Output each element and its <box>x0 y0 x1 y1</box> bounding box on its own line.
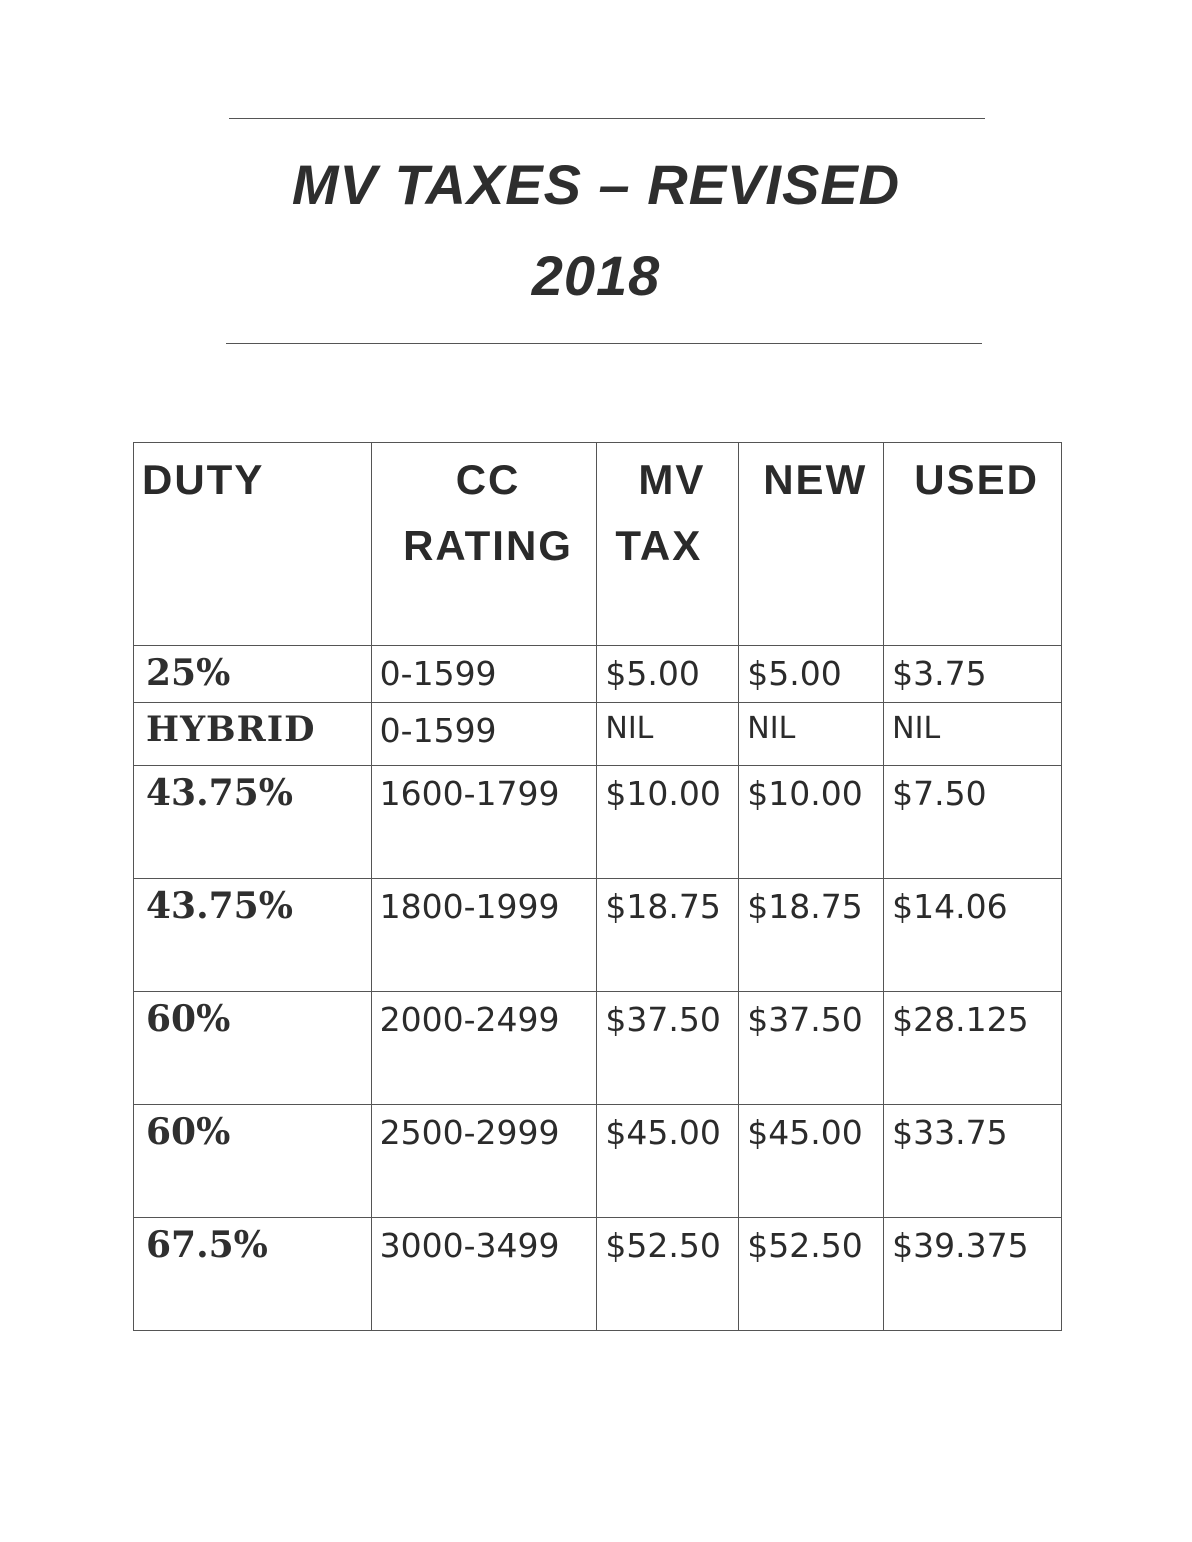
mv-tax-cell: $37.50 <box>597 992 739 1105</box>
used-cell: $7.50 <box>884 766 1062 879</box>
cc-cell: 2500-2999 <box>371 1105 597 1218</box>
used-cell: $3.75 <box>884 646 1062 703</box>
table-row <box>134 703 1062 766</box>
mv-tax-cell: $18.75 <box>597 879 739 992</box>
new-cell: $5.00 <box>739 646 884 703</box>
new-cell: $52.50 <box>739 1218 884 1331</box>
duty-cell: 43.75% <box>134 879 372 992</box>
header-cc-rating: CC RATING <box>371 443 597 646</box>
used-cell: $33.75 <box>884 1105 1062 1218</box>
new-cell: $18.75 <box>739 879 884 992</box>
cc-cell: 0-1599 <box>371 703 597 766</box>
used-cell: $39.375 <box>884 1218 1062 1331</box>
used-cell: NIL <box>884 703 1062 766</box>
cc-cell: 3000-3499 <box>371 1218 597 1331</box>
mv-tax-cell: $45.00 <box>597 1105 739 1218</box>
header-duty: DUTY <box>134 443 372 646</box>
new-cell: NIL <box>739 703 884 766</box>
table-row <box>134 992 1062 1105</box>
table-row <box>134 879 1062 992</box>
used-cell: $14.06 <box>884 879 1062 992</box>
table-row <box>134 1218 1062 1331</box>
header-new: NEW <box>739 443 884 646</box>
mv-tax-cell: $10.00 <box>597 766 739 879</box>
bottom-divider <box>226 343 982 344</box>
top-divider <box>229 118 985 119</box>
table-row <box>134 766 1062 879</box>
cc-cell: 1600-1799 <box>371 766 597 879</box>
mv-tax-cell: $52.50 <box>597 1218 739 1331</box>
cc-cell: 2000-2499 <box>371 992 597 1105</box>
page-year: 2018 <box>531 244 661 307</box>
header-mv-tax: MV TAX <box>597 443 739 646</box>
header-used: USED <box>884 443 1062 646</box>
table-row <box>134 646 1062 703</box>
mv-tax-cell: NIL <box>597 703 739 766</box>
duty-cell: 43.75% <box>134 766 372 879</box>
used-cell: $28.125 <box>884 992 1062 1105</box>
mv-tax-table <box>133 442 1062 1331</box>
page-title: MV TAXES – REVISED <box>291 153 901 216</box>
duty-cell: 67.5% <box>134 1218 372 1331</box>
duty-cell: 60% <box>134 1105 372 1218</box>
duty-cell: 25% <box>134 646 372 703</box>
cc-cell: 1800-1999 <box>371 879 597 992</box>
new-cell: $10.00 <box>739 766 884 879</box>
table-row <box>134 1105 1062 1218</box>
cc-cell: 0-1599 <box>371 646 597 703</box>
mv-tax-cell: $5.00 <box>597 646 739 703</box>
new-cell: $37.50 <box>739 992 884 1105</box>
table-header-row <box>134 443 1062 646</box>
duty-cell: 60% <box>134 992 372 1105</box>
duty-cell: HYBRID <box>134 703 372 766</box>
new-cell: $45.00 <box>739 1105 884 1218</box>
